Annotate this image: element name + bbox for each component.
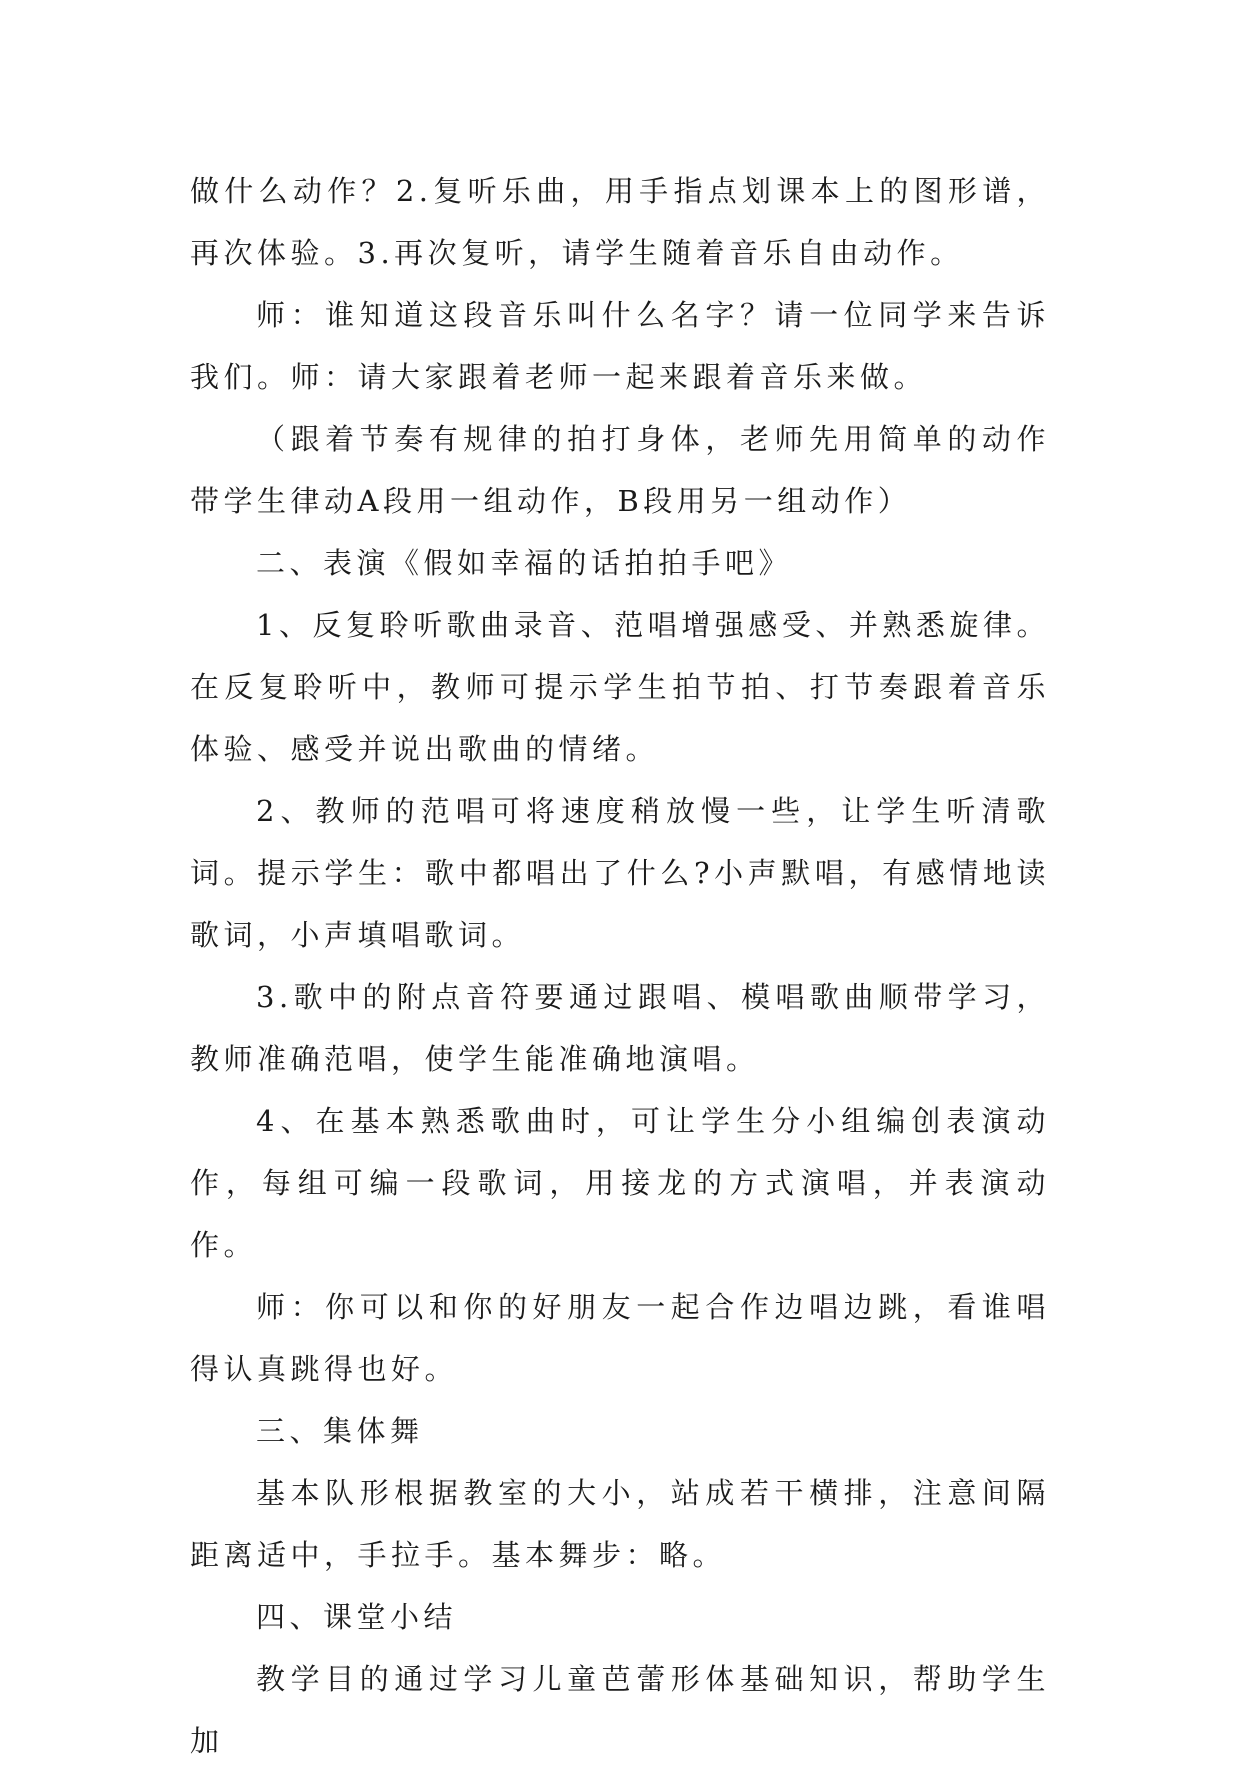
document-body — [190, 160, 1050, 1772]
section-heading-performance: 二、表演《假如幸福的话拍拍手吧》 — [256, 546, 793, 580]
paragraph-summary: 教学目的通过学习儿童芭蕾形体基础知识，帮助学生加 — [190, 1662, 1050, 1758]
paragraph-teacher-note: 师：你可以和你的好朋友一起合作边唱边跳，看谁唱得认真跳得也好。 — [190, 1290, 1050, 1386]
paragraph-step-4: 4、在基本熟悉歌曲时，可让学生分小组编创表演动作，每组可编一段歌词，用接龙的方式演唱，并表演动作。 — [190, 1104, 1050, 1262]
paragraph-formation: 基本队形根据教室的大小，站成若干横排，注意间隔距离适中，手拉手。基本舞步：略。 — [190, 1476, 1050, 1572]
paragraph-step-3: 3.歌中的附点音符要通过跟唱、模唱歌曲顺带学习，教师准确范唱，使学生能准确地演唱。 — [190, 980, 1050, 1076]
paragraph-3: （跟着节奏有规律的拍打身体，老师先用简单的动作带学生律动A段用一组动作，B段用另一组动作） — [190, 422, 1050, 518]
paragraph-1: 做什么动作？2.复听乐曲，用手指点划课本上的图形谱，再次体验。3.再次复听，请学生随着音乐自由动作。 — [190, 174, 1050, 270]
paragraph-step-1: 1、反复聆听歌曲录音、范唱增强感受、并熟悉旋律。在反复聆听中，教师可提示学生拍节拍、打节奏跟着音乐体验、感受并说出歌曲的情绪。 — [190, 608, 1050, 766]
paragraph-2: 师：谁知道这段音乐叫什么名字？请一位同学来告诉我们。师：请大家跟着老师一起来跟着音乐来做。 — [190, 298, 1050, 394]
paragraph-step-2: 2、教师的范唱可将速度稍放慢一些，让学生听清歌词。提示学生：歌中都唱出了什么?小声默唱，有感情地读歌词，小声填唱歌词。 — [190, 794, 1050, 952]
section-heading-group-dance: 三、集体舞 — [256, 1414, 424, 1448]
section-heading-summary: 四、课堂小结 — [256, 1600, 458, 1634]
